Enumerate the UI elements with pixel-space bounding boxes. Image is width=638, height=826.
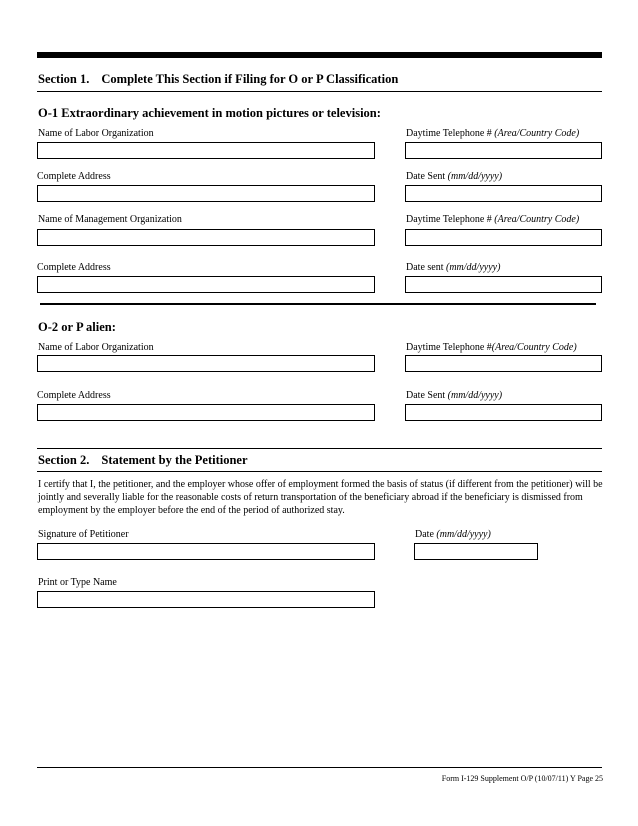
section2-top-rule	[37, 448, 602, 449]
o1-mgmt-phone-input[interactable]	[405, 229, 602, 246]
o1-mgmt-phone-label: Daytime Telephone # (Area/Country Code)	[406, 214, 580, 225]
o1-mgmt-date-input[interactable]	[405, 276, 602, 293]
o2p-address-input[interactable]	[37, 404, 375, 421]
footer-rule	[37, 767, 602, 768]
o2p-heading: O-2 or P alien:	[38, 320, 116, 334]
section2-header	[38, 453, 248, 468]
section1-header	[38, 72, 398, 87]
footer-text: Form I-129 Supplement O/P (10/07/11) Y Page 25	[441, 774, 603, 783]
section1-title: Complete This Section if Filing for O or P Classification	[101, 72, 399, 86]
o2p-address-label: Complete Address	[37, 390, 111, 401]
print-name-label: Print or Type Name	[38, 577, 117, 588]
o1-heading: O-1 Extraordinary achievement in motion pictures or television:	[38, 106, 381, 120]
o1-labor-phone-input[interactable]	[405, 142, 602, 159]
o1-labor-org-label: Name of Labor Organization	[38, 128, 154, 139]
o1-labor-address-input[interactable]	[37, 185, 375, 202]
o2p-date-input[interactable]	[405, 404, 602, 421]
section2-title: Statement by the Petitioner	[101, 453, 248, 467]
o1-mgmt-address-input[interactable]	[37, 276, 375, 293]
signature-label: Signature of Petitioner	[38, 529, 129, 540]
section1-number: Section 1.	[38, 72, 90, 86]
o1-labor-phone-label: Daytime Telephone # (Area/Country Code)	[406, 128, 580, 139]
o1-mgmt-org-label: Name of Management Organization	[38, 214, 182, 225]
petitioner-statement: I certify that I, the petitioner, and the employer whose offer of employment formed the basis of status (if different from the petitioner) will be jointly and severally liable for the reasonable costs of return transportation of the beneficiary abroad if the beneficiary is dismissed from employment by the employer before the end of the period of authorized stay.	[38, 479, 603, 516]
o1-mgmt-date-label: Date sent (mm/dd/yyyy)	[406, 262, 501, 273]
o2p-labor-phone-input[interactable]	[405, 355, 602, 372]
o1-labor-date-input[interactable]	[405, 185, 602, 202]
o1-o2-divider	[40, 303, 596, 305]
o1-labor-date-label: Date Sent (mm/dd/yyyy)	[406, 171, 503, 182]
o2p-labor-org-input[interactable]	[37, 355, 375, 372]
o1-labor-address-label: Complete Address	[37, 171, 111, 182]
o2p-labor-phone-label: Daytime Telephone #(Area/Country Code)	[406, 342, 577, 353]
section2-number: Section 2.	[38, 453, 90, 467]
print-name-input[interactable]	[37, 591, 375, 608]
o2p-labor-org-label: Name of Labor Organization	[38, 342, 154, 353]
o1-labor-org-input[interactable]	[37, 142, 375, 159]
signature-input[interactable]	[37, 543, 375, 560]
o2p-date-label: Date Sent (mm/dd/yyyy)	[406, 390, 503, 401]
o1-mgmt-org-input[interactable]	[37, 229, 375, 246]
section1-rule	[37, 91, 602, 92]
top-rule	[37, 52, 602, 58]
o1-mgmt-address-label: Complete Address	[37, 262, 111, 273]
section2-rule	[37, 471, 602, 472]
section2-date-input[interactable]	[414, 543, 538, 560]
section2-date-label: Date (mm/dd/yyyy)	[415, 529, 491, 540]
